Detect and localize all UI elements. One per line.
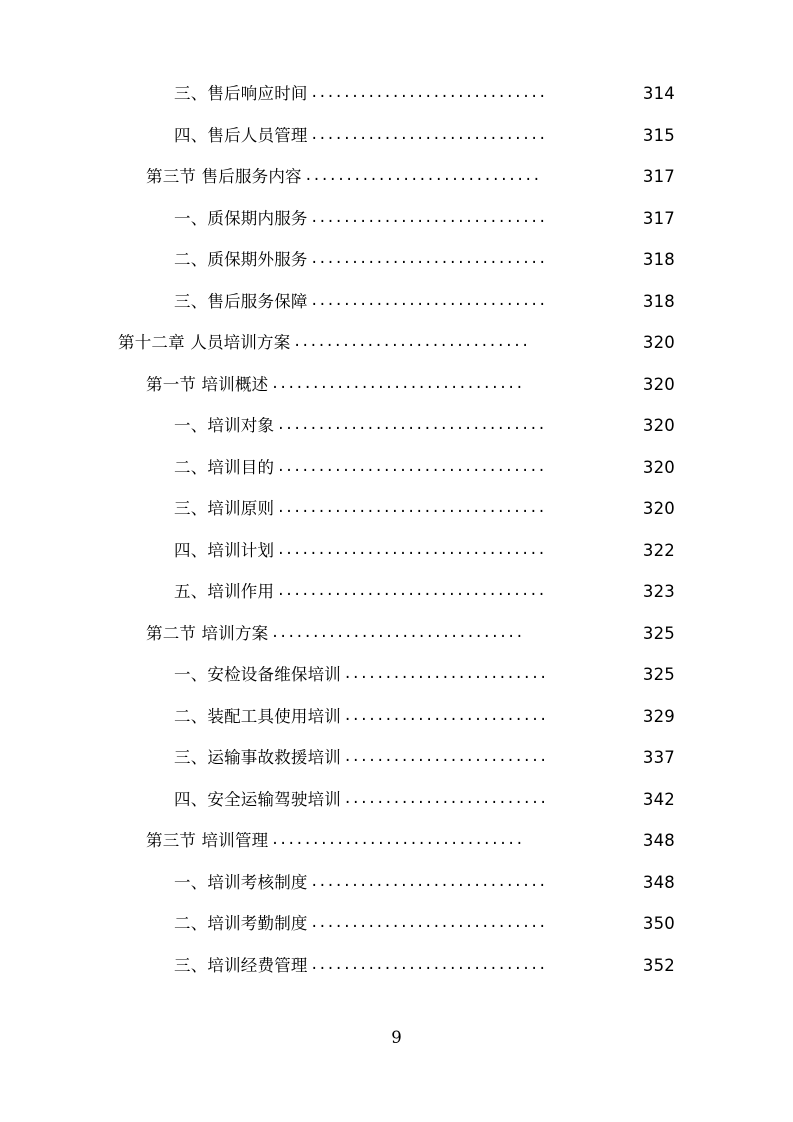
toc-entry-label: 一、培训考核制度 xyxy=(174,872,308,892)
toc-entry-page-number: 348 xyxy=(642,872,675,892)
toc-leader-dots: ............................. xyxy=(311,291,548,308)
toc-entry[interactable] xyxy=(118,833,675,875)
toc-entry[interactable] xyxy=(118,623,675,668)
toc-entry-label: 三、运输事故救援培训 xyxy=(174,748,341,767)
toc-entry-label: 三、售后响应时间 xyxy=(174,84,308,103)
toc-entry-label: 四、培训计划 xyxy=(174,540,275,560)
toc-entry-label: 三、培训原则 xyxy=(174,499,275,518)
toc-entry-page-number: 325 xyxy=(642,623,675,643)
toc-leader-dots: ............................... xyxy=(272,831,525,848)
toc-entry-label: 二、培训目的 xyxy=(174,457,275,477)
toc-leader-dots: ............................. xyxy=(305,167,542,184)
toc-entry-label: 二、质保期外服务 xyxy=(174,250,308,269)
toc-leader-dots: ......................... xyxy=(345,748,549,765)
toc-leader-dots: ............................. xyxy=(294,333,531,350)
toc-entry-page-number: 322 xyxy=(642,540,675,560)
toc-entry[interactable] xyxy=(118,955,675,1000)
toc-leader-dots: ................................. xyxy=(278,416,547,433)
toc-entry-page-number: 318 xyxy=(642,250,675,269)
toc-entry-label: 三、培训经费管理 xyxy=(174,955,308,975)
toc-entry[interactable] xyxy=(118,501,675,543)
toc-entry-label: 四、安全运输驾驶培训 xyxy=(174,789,341,809)
toc-entry-page-number: 350 xyxy=(642,914,675,933)
toc-entry[interactable] xyxy=(118,86,675,128)
toc-entry-label: 第二节 培训方案 xyxy=(146,623,269,643)
table-of-contents xyxy=(118,86,675,999)
toc-entry-page-number: 317 xyxy=(642,167,675,186)
toc-entry-page-number: 352 xyxy=(642,955,675,975)
toc-entry[interactable] xyxy=(118,252,675,294)
toc-leader-dots: ......................... xyxy=(345,665,549,682)
toc-entry-page-number: 320 xyxy=(642,457,675,477)
toc-entry[interactable] xyxy=(118,916,675,958)
toc-leader-dots: ................................. xyxy=(278,540,547,557)
toc-entry-label: 一、质保期内服务 xyxy=(174,208,308,228)
toc-leader-dots: ............................... xyxy=(272,374,525,391)
toc-entry[interactable] xyxy=(118,750,675,792)
toc-entry[interactable] xyxy=(118,789,675,834)
toc-entry-label: 五、培训作用 xyxy=(174,582,275,601)
toc-entry-page-number: 314 xyxy=(642,84,675,103)
toc-leader-dots: ............................... xyxy=(272,623,525,640)
toc-entry-page-number: 329 xyxy=(642,706,675,726)
toc-entry-label: 二、装配工具使用培训 xyxy=(174,706,341,726)
toc-entry[interactable] xyxy=(118,872,675,917)
toc-leader-dots: ............................. xyxy=(311,208,548,225)
toc-entry-label: 四、售后人员管理 xyxy=(174,125,308,145)
toc-leader-dots: ............................. xyxy=(311,84,548,101)
toc-entry-label: 三、售后服务保障 xyxy=(174,291,308,311)
toc-entry-page-number: 337 xyxy=(642,748,675,767)
toc-leader-dots: ......................... xyxy=(345,706,549,723)
toc-entry-page-number: 320 xyxy=(642,416,675,435)
toc-entry-page-number: 342 xyxy=(642,789,675,809)
toc-leader-dots: ............................. xyxy=(311,914,548,931)
toc-entry-page-number: 320 xyxy=(642,499,675,518)
toc-entry-label: 二、培训考勤制度 xyxy=(174,914,308,933)
toc-entry[interactable] xyxy=(118,584,675,626)
toc-entry-label: 第一节 培训概述 xyxy=(146,374,269,394)
toc-entry-label: 一、安检设备维保培训 xyxy=(174,665,341,684)
toc-entry[interactable] xyxy=(118,208,675,253)
toc-leader-dots: ......................... xyxy=(345,789,549,806)
toc-entry-page-number: 320 xyxy=(642,374,675,394)
toc-entry[interactable] xyxy=(118,706,675,751)
toc-leader-dots: ............................. xyxy=(311,125,548,142)
toc-entry-label: 第三节 培训管理 xyxy=(146,831,269,850)
toc-entry-page-number: 323 xyxy=(642,582,675,601)
toc-entry-page-number: 348 xyxy=(642,831,675,850)
toc-entry[interactable] xyxy=(118,457,675,502)
toc-entry[interactable] xyxy=(118,125,675,170)
toc-entry[interactable] xyxy=(118,335,675,377)
page-folio: 9 xyxy=(391,1028,402,1047)
toc-entry-page-number: 325 xyxy=(642,665,675,684)
toc-entry[interactable] xyxy=(118,291,675,336)
toc-entry[interactable] xyxy=(118,374,675,419)
toc-entry-page-number: 317 xyxy=(642,208,675,228)
toc-entry[interactable] xyxy=(118,418,675,460)
toc-entry-page-number: 320 xyxy=(642,333,675,352)
toc-entry[interactable] xyxy=(118,667,675,709)
toc-leader-dots: ................................. xyxy=(278,582,547,599)
toc-entry-label: 第十二章 人员培训方案 xyxy=(118,333,291,352)
toc-entry-page-number: 315 xyxy=(642,125,675,145)
toc-entry-label: 一、培训对象 xyxy=(174,416,275,435)
toc-entry[interactable] xyxy=(118,169,675,211)
toc-entry-page-number: 318 xyxy=(642,291,675,311)
toc-leader-dots: ............................. xyxy=(311,250,548,267)
toc-leader-dots: ................................. xyxy=(278,499,547,516)
toc-entry[interactable] xyxy=(118,540,675,585)
toc-leader-dots: ................................. xyxy=(278,457,547,474)
toc-entry-label: 第三节 售后服务内容 xyxy=(146,167,302,186)
toc-leader-dots: ............................. xyxy=(311,872,548,889)
toc-leader-dots: ............................. xyxy=(311,955,548,972)
